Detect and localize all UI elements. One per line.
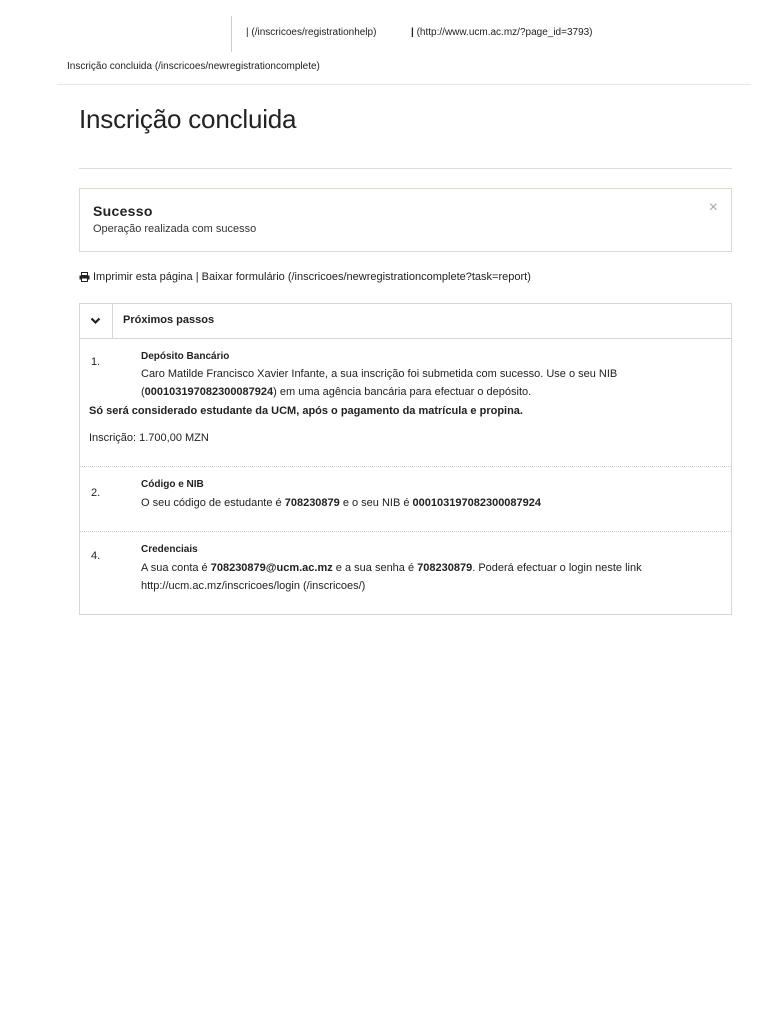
ucm-page-link[interactable] (411, 27, 593, 38)
password-value: 708230879 (417, 562, 473, 574)
download-form-link[interactable]: Baixar formulário (/inscricoes/newregistrationcomplete?task=report) (201, 271, 531, 283)
login-link[interactable]: http://ucm.ac.mz/inscricoes/login (/inscricoes/) (141, 580, 366, 592)
step-credentials (80, 532, 731, 612)
student-code: 708230879 (284, 497, 340, 509)
nav-separator: | (411, 27, 414, 38)
registration-help-link[interactable]: | (/inscricoes/registrationhelp) (246, 27, 377, 38)
alert-message: Operação realizada com sucesso (93, 223, 257, 235)
page-actions (79, 271, 531, 285)
step-heading: Credenciais (141, 544, 198, 555)
next-steps-panel (79, 303, 732, 615)
close-icon[interactable]: × (708, 199, 718, 216)
page-title: Inscrição concluida (79, 104, 297, 134)
panel-header[interactable] (80, 304, 731, 339)
chevron-down-icon (90, 317, 101, 325)
nib-value: 000103197082300087924 (412, 497, 542, 509)
nib-value: 000103197082300087924 (144, 386, 274, 398)
header-divider (57, 84, 751, 85)
step-number: 4. (91, 550, 101, 562)
print-page-link[interactable]: Imprimir esta página (93, 271, 193, 283)
registration-fee: Inscrição: 1.700,00 MZN (89, 432, 209, 444)
step-text: A sua conta é 708230879@ucm.ac.mz e a sua senha é 708230879. Poderá efectuar o login neste link (141, 562, 642, 574)
printer-icon[interactable] (79, 272, 90, 285)
collapse-toggle[interactable] (80, 304, 113, 338)
step-number: 2. (91, 487, 101, 499)
actions-separator: | (195, 271, 199, 283)
success-alert (79, 188, 732, 252)
step-text-nib-line: (000103197082300087924) em uma agência bancária para efectuar o depósito. (141, 386, 532, 398)
alert-title: Sucesso (93, 203, 153, 219)
account-email: 708230879@ucm.ac.mz (210, 562, 333, 574)
step-text: Caro Matilde Francisco Xavier Infante, a sua inscrição foi submetida com sucesso. Use o seu NIB (141, 368, 618, 380)
top-nav (231, 16, 593, 52)
payment-notice: Só será considerado estudante da UCM, após o pagamento da matrícula e propina. (89, 405, 523, 417)
breadcrumb[interactable]: Inscrição concluida (/inscricoes/newregistrationcomplete) (67, 61, 320, 72)
panel-title: Próximos passos (123, 314, 215, 326)
step-number: 1. (91, 356, 101, 368)
title-divider (79, 168, 732, 169)
ucm-page-link-label: (http://www.ucm.ac.mz/?page_id=3793) (416, 27, 593, 38)
step-heading: Depósito Bancário (141, 351, 230, 362)
step-bank-deposit (80, 339, 731, 466)
step-text: O seu código de estudante é 708230879 e o seu NIB é 000103197082300087924 (141, 497, 542, 509)
step-code-nib (80, 467, 731, 530)
step-heading: Código e NIB (141, 479, 204, 490)
